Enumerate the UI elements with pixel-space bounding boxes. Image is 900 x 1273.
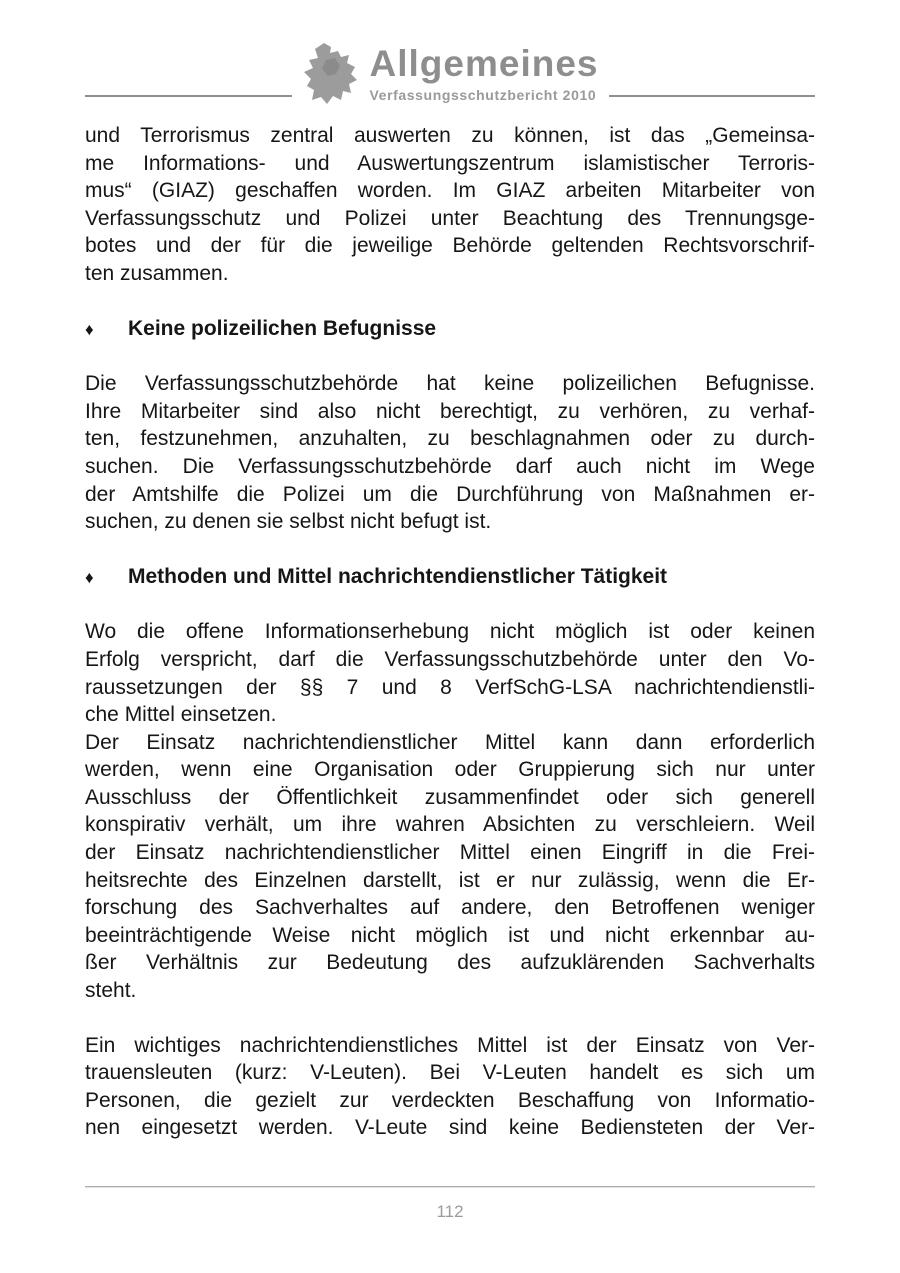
text-line: Personen, die gezielt zur verdeckten Beschaffung von Informatio- [85, 1088, 815, 1112]
text-line: suchen. Die Verfassungsschutzbehörde darf auch nicht im Wege [85, 454, 815, 478]
text-line: Verfassungsschutz und Polizei unter Beachtung des Trennungsge- [85, 206, 815, 230]
text-line: ten zusammen. [85, 261, 229, 285]
text-line: Wo die offene Informationserhebung nicht möglich ist oder keinen [85, 620, 815, 644]
header-rule-left [85, 95, 292, 97]
section-heading-text: Methoden und Mittel nachrichtendienstlicher Tätigkeit [128, 564, 668, 588]
text-line: Ein wichtiges nachrichtendienstliches Mittel ist der Einsatz von Ver- [85, 1033, 815, 1057]
paragraph [85, 618, 815, 728]
section-heading-text: Keine polizeilichen Befugnisse [128, 316, 437, 340]
text-line: und Terrorismus zentral auswerten zu können, ist das „Gemeinsa- [85, 124, 815, 147]
text-line: ßer Verhältnis zur Bedeutung des aufzuklärenden Sachverhalts [85, 951, 815, 975]
page-subtitle: Verfassungsschutzbericht 2010 [369, 87, 597, 103]
text-line: mus“ (GIAZ) geschaffen worden. Im GIAZ arbeiten Mitarbeiter von [85, 179, 815, 203]
text-line: Der Einsatz nachrichtendienstlicher Mittel kann dann erforderlich [85, 730, 815, 754]
document-body [85, 122, 815, 1142]
page-header [85, 0, 815, 104]
text-line: forschung des Sachverhaltes auf andere, den Betroffenen weniger [85, 896, 815, 920]
text-line: trauensleuten (kurz: V-Leuten). Bei V-Leuten handelt es sich um [85, 1061, 815, 1085]
text-line: Die Verfassungsschutzbehörde hat keine polizeilichen Befugnisse. [85, 372, 815, 396]
text-line: ten, festzunehmen, anzuhalten, zu beschlagnahmen oder zu durch- [85, 427, 815, 451]
paragraph [85, 729, 815, 1005]
paragraph [85, 122, 815, 288]
text-line: beeinträchtigende Weise nicht möglich ist und nicht erkennbar au- [85, 923, 815, 947]
page-number: 112 [436, 1202, 464, 1221]
text-line: che Mittel einsetzen. [85, 703, 277, 727]
page-footer [85, 1186, 815, 1222]
footer-rule [85, 1186, 815, 1188]
text-line: konspirativ verhält, um ihre wahren Absichten zu verschleiern. Weil [85, 813, 815, 837]
section-heading [85, 563, 815, 592]
text-line: werden, wenn eine Organisation oder Gruppierung sich nur unter [85, 758, 815, 782]
header-rule-right [609, 95, 816, 97]
text-line: Ihre Mitarbeiter sind also nicht berechtigt, zu verhören, zu verhaf- [85, 399, 815, 423]
text-line: nen eingesetzt werden. V-Leute sind keine Bediensteten der Ver- [85, 1116, 815, 1140]
text-line: steht. [85, 979, 137, 1003]
text-line: me Informations- und Auswertungszentrum islamistischer Terroris- [85, 151, 815, 175]
text-line: suchen, zu denen sie selbst nicht befugt ist. [85, 510, 492, 534]
text-line: heitsrechte des Einzelnen darstellt, ist er nur zulässig, wenn die Er- [85, 868, 815, 892]
text-line: der Einsatz nachrichtendienstlicher Mittel einen Eingriff in die Frei- [85, 841, 815, 865]
paragraph [85, 370, 815, 536]
header-center [292, 42, 609, 104]
text-line: Erfolg verspricht, darf die Verfassungsschutzbehörde unter den Vo- [85, 647, 815, 671]
page-title: Allgemeines [369, 43, 599, 84]
saxony-anhalt-map-icon [302, 42, 358, 106]
diamond-bullet-icon: ♦ [85, 319, 94, 339]
text-line: der Amtshilfe die Polizei um die Durchführung von Maßnahmen er- [85, 482, 815, 506]
section-heading [85, 315, 815, 344]
paragraph [85, 1032, 815, 1142]
header-texts [370, 44, 599, 104]
text-line: botes und der für die jeweilige Behörde geltenden Rechtsvorschrif- [85, 234, 815, 258]
text-line: Ausschluss der Öffentlichkeit zusammenfindet oder sich generell [85, 785, 815, 809]
text-line: raussetzungen der §§ 7 und 8 VerfSchG-LSA nachrichtendienstli- [85, 675, 815, 699]
diamond-bullet-icon: ♦ [85, 567, 94, 587]
